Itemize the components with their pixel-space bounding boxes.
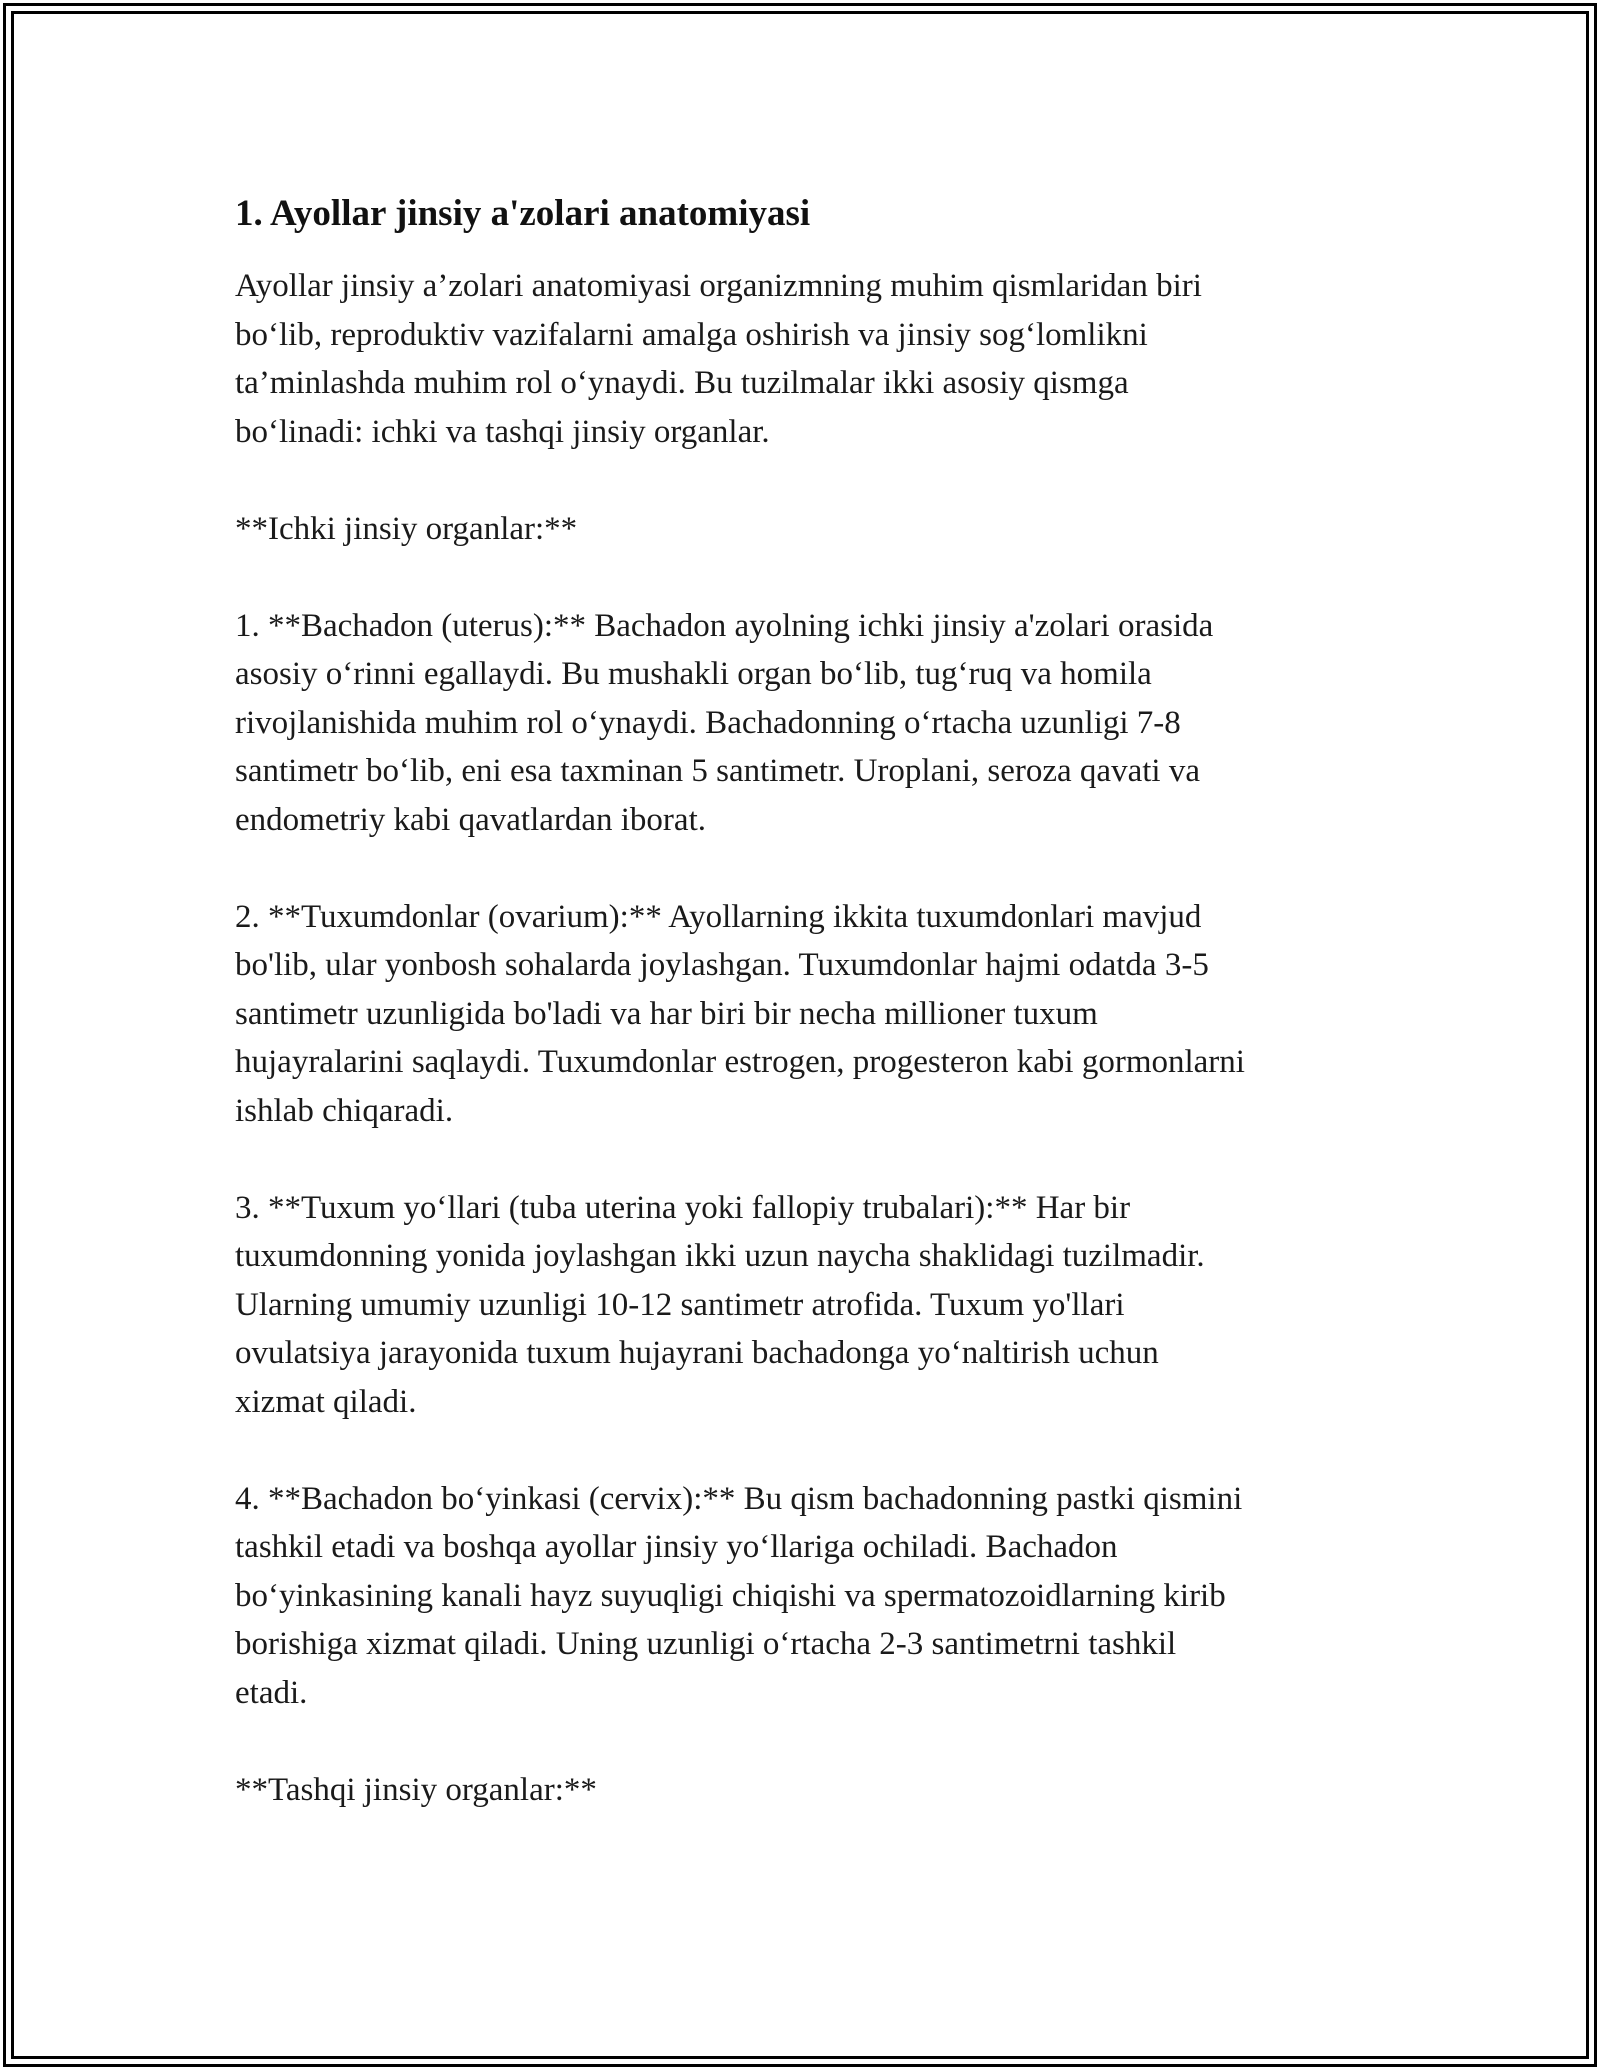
cervix-paragraph: 4. **Bachadon bo‘yinkasi (cervix):** Bu qism bachadonning pastki qismini tashkil etadi va boshqa ayollar jinsiy yo‘llariga ochiladi. Bachadon bo‘yinkasining kanali hayz suyuqligi chiqishi va spermatozoidlarning kirib borishiga xizmat qiladi. Uning uzunligi o‘rtacha 2-3 santimetrni tashkil etadi. [235,1480,1243,1711]
intro-paragraph: Ayollar jinsiy a’zolari anatomiyasi organizmning muhim qismlaridan biri bo‘lib, reproduktiv vazifalarni amalga oshirish va jinsiy sog‘lomlikni ta’minlashda muhim rol o‘ynaydi. Bu tuzilmalar ikki asosiy qismga bo‘linadi: ichki va tashqi jinsiy organlar. [235,268,1202,450]
ovaries-paragraph: 2. **Tuxumdonlar (ovarium):** Ayollarning ikkita tuxumdonlari mavjud bo'lib, ular yonbosh sohalarda joylashgan. Tuxumdonlar hajmi odatda 3-5 santimetr uzunligida bo'ladi va har biri bir necha millioner tuxum hujayralarini saqlaydi. Tuxumdonlar estrogen, progesteron kabi gormonlarni ishlab chiqaradi. [235,898,1245,1129]
section-title: 1. Ayollar jinsiy a'zolari anatomiyasi [235,193,811,234]
fallopian-tubes-paragraph: 3. **Tuxum yo‘llari (tuba uterina yoki fallopiy trubalari):** Har bir tuxumdonning yonida joylashgan ikki uzun naycha shaklidagi tuzilmadir. Ularning umumiy uzunligi 10-12 santimetr atrofida. Tuxum yo'llari ovulatsiya jarayonida tuxum hujayrani bachadonga yo‘naltirish uchun xizmat qiladi. [235,1189,1205,1420]
internal-organs-heading: **Ichki jinsiy organlar:** [235,510,578,547]
external-organs-heading: **Tashqi jinsiy organlar:** [235,1771,597,1808]
uterus-paragraph: 1. **Bachadon (uterus):** Bachadon ayolning ichki jinsiy a'zolari orasida asosiy o‘rinni egallaydi. Bu mushakli organ bo‘lib, tug‘ruq va homila rivojlanishida muhim rol o‘ynaydi. Bachadonning o‘rtacha uzunligi 7-8 santimetr bo‘lib, eni esa taxminan 5 santimetr. Uroplani, seroza qavati va endometriy kabi qavatlardan iborat. [235,607,1214,838]
document-body [235,190,1365,1863]
